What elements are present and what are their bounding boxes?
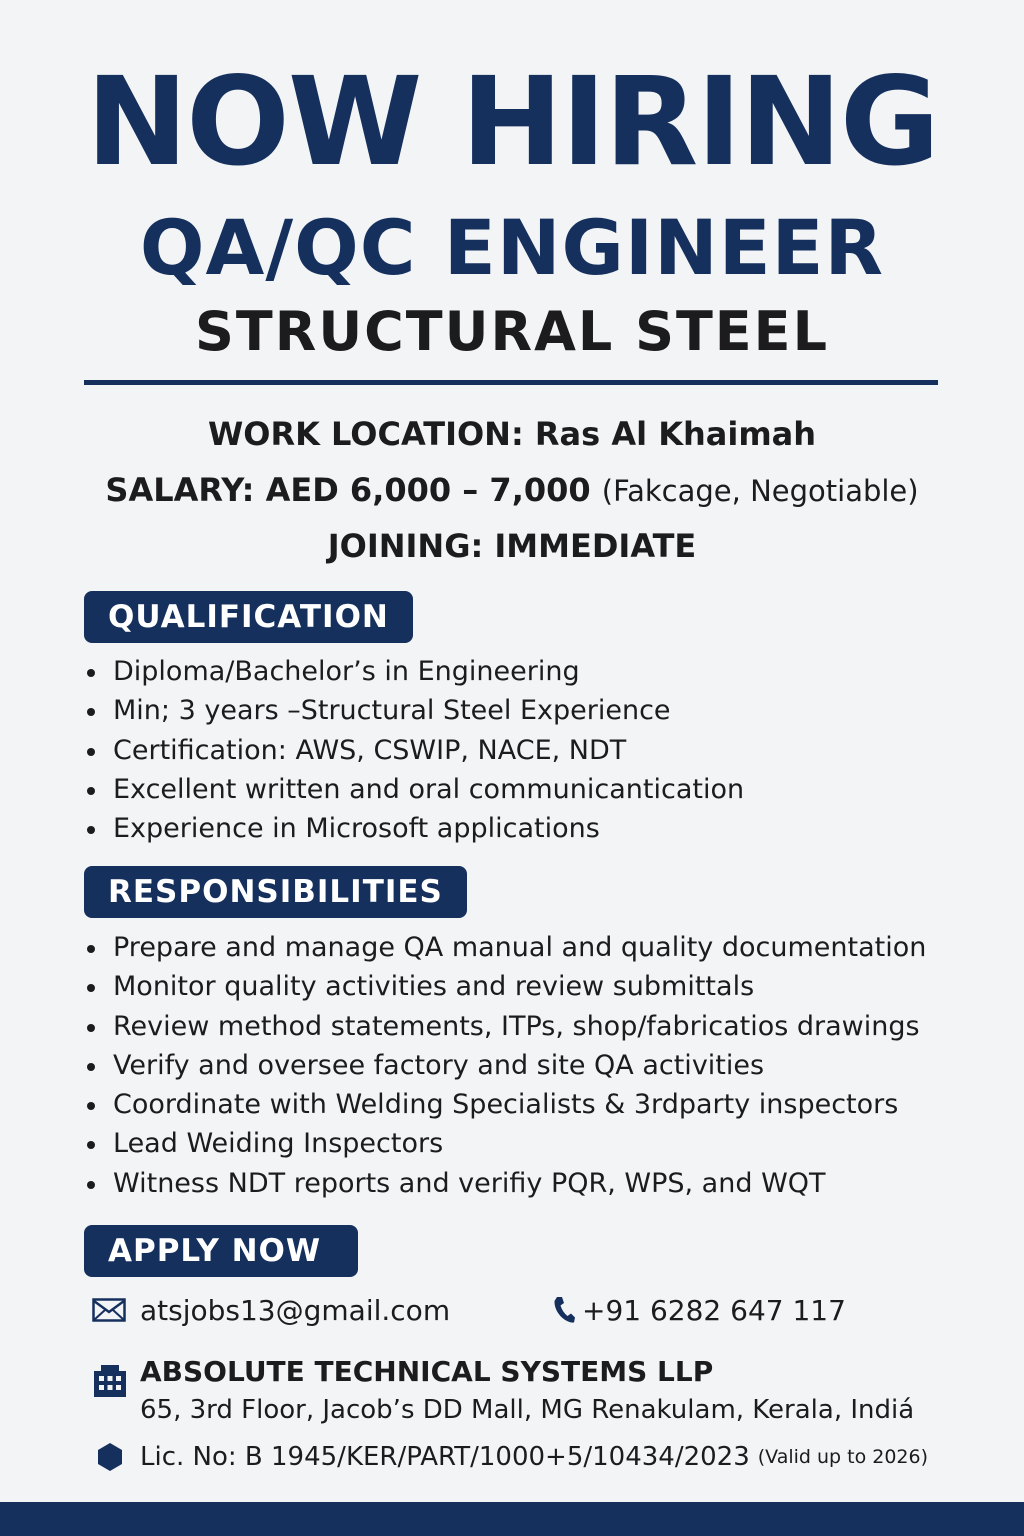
work-location [0,412,1024,456]
headline: NOW HIRING [86,51,938,193]
list-item: Coordinate with Welding Specialists & 3rdparty inspectors [84,1085,926,1124]
list-item: Certification: AWS, CSWIP, NACE, NDT [84,731,744,770]
joining [0,524,1024,568]
list-item: Verify and oversee factory and site QA activities [84,1046,926,1085]
license-number: Lic. No: B 1945/KER/PART/1000+5/10434/2023 [140,1442,750,1472]
work-location-label: WORK LOCATION: [207,415,524,453]
hexagon-icon [96,1442,124,1472]
list-item: Review method statements, ITPs, shop/fabricatios drawings [84,1007,926,1046]
email-address[interactable]: atsjobs13@gmail.com [140,1293,451,1327]
joining-value: IMMEDIATE [494,527,697,565]
salary-note: (Fakcage, Negotiable) [601,474,919,508]
list-item: Monitor quality activities and review submittals [84,967,926,1006]
license-validity: (Valid up to 2026) [757,1446,929,1468]
apply-now-heading: APPLY NOW [84,1225,358,1277]
phone-number[interactable]: +91 6282 647 117 [582,1293,846,1327]
company-name: ABSOLUTE TECHNICAL SYSTEMS LLP [140,1355,714,1388]
work-location-value: Ras Al Khaimah [534,415,817,453]
job-role: QA/QC ENGINEER [139,203,885,292]
qualification-heading: QUALIFICATION [84,591,413,643]
list-item: Experience in Microsoft applications [84,809,744,848]
list-item: Diploma/Bachelor’s in Engineering [84,652,744,691]
job-specialty: STRUCTURAL STEEL [195,300,829,363]
salary [0,468,1024,513]
company-address: 65, 3rd Floor, Jacob’s DD Mall, MG Renakulam, Kerala, Indiá [140,1395,915,1425]
phone-icon [552,1295,576,1325]
phone-contact[interactable] [552,1290,846,1330]
salary-label: SALARY: [105,471,255,509]
salary-value: AED 6,000 – 7,000 [265,471,591,509]
responsibilities-heading: RESPONSIBILITIES [84,866,467,918]
list-item: Prepare and manage QA manual and quality documentation [84,928,926,967]
list-item: Witness NDT reports and verifiy PQR, WPS, and WQT [84,1164,926,1203]
list-item: Min; 3 years –Structural Steel Experience [84,691,744,730]
email-contact[interactable] [92,1290,450,1330]
footer-bar [0,1502,1024,1536]
envelope-icon [92,1298,126,1322]
divider [84,380,938,385]
license-line [96,1437,928,1477]
qualification-list [84,652,744,848]
building-icon [92,1362,128,1398]
joining-label: JOINING: [327,527,484,565]
list-item: Excellent written and oral communicantication [84,770,744,809]
list-item: Lead Weiding Inspectors [84,1124,926,1163]
responsibilities-list [84,928,926,1203]
